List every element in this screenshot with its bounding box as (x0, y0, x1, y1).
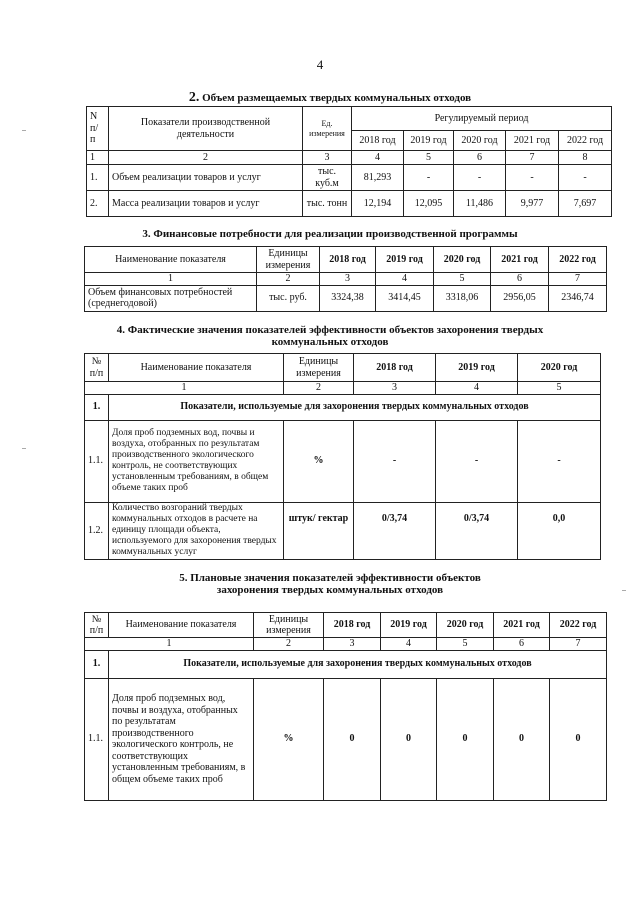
row-value: 12,194 (352, 191, 404, 217)
year-header: 2019 год (436, 354, 518, 382)
col-number: 5 (518, 382, 601, 395)
year-header: 2020 год (518, 354, 601, 382)
row-value: 0/3,74 (436, 502, 518, 559)
row-number: 2. (87, 191, 109, 217)
table-row (85, 678, 607, 800)
col-number: 2 (284, 382, 354, 395)
row-value: 2956,05 (491, 285, 549, 311)
row-value: 0 (550, 678, 607, 800)
row-unit: штук/ гектар (284, 502, 354, 559)
col-number: 1 (85, 382, 284, 395)
col-number: 5 (404, 151, 454, 165)
col-number: 1 (85, 638, 254, 651)
col-number: 3 (303, 151, 352, 165)
year-header: 2019 год (381, 613, 437, 638)
col-number: 6 (494, 638, 550, 651)
col-number: 7 (550, 638, 607, 651)
col-number: 7 (549, 273, 607, 286)
row-value: 3324,38 (320, 285, 376, 311)
col-number: 4 (381, 638, 437, 651)
row-value: 11,486 (454, 191, 506, 217)
group-number: 1. (85, 650, 109, 678)
scan-mark (22, 130, 26, 131)
header-n: N п/ п (87, 107, 109, 151)
row-value: - (518, 420, 601, 502)
year-header: 2021 год (491, 247, 549, 273)
year-header: 2020 год (434, 247, 491, 273)
section-4-title-line2: коммунальных отходов (271, 336, 389, 348)
section-2-title (60, 90, 600, 106)
table-section-3 (84, 246, 607, 312)
col-number: 2 (254, 638, 324, 651)
row-value: 0 (494, 678, 550, 800)
table-row (85, 502, 601, 559)
row-value: 0,0 (518, 502, 601, 559)
section-5-title-line2: захоронения твердых коммунальных отходов (216, 584, 444, 596)
table-section-2 (86, 106, 612, 217)
scan-mark (22, 448, 26, 449)
row-number: 1.1. (85, 420, 109, 502)
row-name: Количество возгораний твердых коммунальных отходов в расчете на единицу площади объекта, используемого для захоронения твердых коммунальных услуг (109, 502, 284, 559)
row-unit: % (254, 678, 324, 800)
header-unit: Ед. измерения (303, 107, 352, 151)
row-value: 0 (324, 678, 381, 800)
header-unit: Единицы измерения (284, 354, 354, 382)
header-unit: Единицы измерения (254, 613, 324, 638)
col-number: 2 (257, 273, 320, 286)
table-row (87, 165, 612, 191)
row-number: 1.1. (85, 678, 109, 800)
col-number: 5 (437, 638, 494, 651)
col-number: 1 (85, 273, 257, 286)
group-row (85, 394, 601, 420)
header-name: Наименование показателя (109, 613, 254, 638)
table-section-5 (84, 612, 607, 801)
row-value: - (506, 165, 559, 191)
row-unit: тыс. тонн (303, 191, 352, 217)
year-header: 2021 год (494, 613, 550, 638)
row-value: - (559, 165, 612, 191)
year-header: 2018 год (324, 613, 381, 638)
row-value: - (436, 420, 518, 502)
row-name: Доля проб подземных вод, почвы и воздуха, отобранных по результатам производственного экологического контроль, не соответствующих установленным требованиям, в общем объеме таких проб (109, 678, 254, 800)
header-n: № п/п (85, 613, 109, 638)
section-3-title: 3. Финансовые потребности для реализации производственной программы (142, 228, 518, 240)
header-indicator: Показатели производственной деятельности (109, 107, 303, 151)
group-number: 1. (85, 394, 109, 420)
group-title: Показатели, используемые для захоронения твердых коммунальных отходов (109, 650, 607, 678)
header-name: Наименование показателя (109, 354, 284, 382)
row-value: - (404, 165, 454, 191)
row-value: - (354, 420, 436, 502)
col-number: 3 (324, 638, 381, 651)
year-header: 2020 год (437, 613, 494, 638)
section-2-number: 2. (188, 90, 200, 105)
header-period: Регулируемый период (352, 107, 612, 131)
row-value: 12,095 (404, 191, 454, 217)
col-number: 6 (454, 151, 506, 165)
row-name: Доля проб подземных вод, почвы и воздуха, отобранных по результатам производственного экологического контроль, не соответствующих установленным требованиям, в общем объеме таких проб (109, 420, 284, 502)
row-unit: тыс. руб. (257, 285, 320, 311)
group-title: Показатели, используемые для захоронения твердых коммунальных отходов (109, 394, 601, 420)
row-name: Объем финансовых потребностей (среднегодовой) (85, 285, 257, 311)
group-row (85, 650, 607, 678)
col-number: 4 (352, 151, 404, 165)
table-section-4 (84, 353, 601, 560)
section-2-title-text: Объем размещаемых твердых коммунальных отходов (202, 92, 472, 104)
section-4-title (60, 324, 600, 348)
year-header: 2019 год (376, 247, 434, 273)
row-number: 1. (87, 165, 109, 191)
row-value: 0/3,74 (354, 502, 436, 559)
col-number: 3 (354, 382, 436, 395)
year-header: 2022 год (550, 613, 607, 638)
col-number: 2 (109, 151, 303, 165)
table-row (85, 420, 601, 502)
row-name: Объем реализации товаров и услуг (109, 165, 303, 191)
row-value: 9,977 (506, 191, 559, 217)
row-number: 1.2. (85, 502, 109, 559)
section-4-title-line1: 4. Фактические значения показателей эффективности объектов захоронения твердых (116, 324, 544, 336)
row-value: 0 (381, 678, 437, 800)
table-row (85, 285, 607, 311)
row-value: 2346,74 (549, 285, 607, 311)
col-number: 3 (320, 273, 376, 286)
col-number: 1 (87, 151, 109, 165)
page-number: 4 (316, 57, 324, 72)
col-number: 5 (434, 273, 491, 286)
col-number: 4 (376, 273, 434, 286)
scan-mark (622, 590, 626, 591)
row-unit: % (284, 420, 354, 502)
table-row (87, 191, 612, 217)
row-value: - (454, 165, 506, 191)
section-5-title (60, 572, 600, 596)
row-value: 3414,45 (376, 285, 434, 311)
row-unit: тыс. куб.м (303, 165, 352, 191)
col-number: 7 (506, 151, 559, 165)
year-header: 2018 год (352, 131, 404, 151)
header-n: № п/п (85, 354, 109, 382)
year-header: 2018 год (354, 354, 436, 382)
year-header: 2021 год (506, 131, 559, 151)
row-value: 0 (437, 678, 494, 800)
year-header: 2022 год (549, 247, 607, 273)
row-value: 81,293 (352, 165, 404, 191)
year-header: 2018 год (320, 247, 376, 273)
section-5-title-line1: 5. Плановые значения показателей эффективности объектов (179, 572, 481, 584)
year-header: 2020 год (454, 131, 506, 151)
header-unit: Единицы измерения (257, 247, 320, 273)
col-number: 6 (491, 273, 549, 286)
row-name: Масса реализации товаров и услуг (109, 191, 303, 217)
year-header: 2019 год (404, 131, 454, 151)
row-value: 3318,06 (434, 285, 491, 311)
row-value: 7,697 (559, 191, 612, 217)
col-number: 8 (559, 151, 612, 165)
col-number: 4 (436, 382, 518, 395)
header-name: Наименование показателя (85, 247, 257, 273)
year-header: 2022 год (559, 131, 612, 151)
